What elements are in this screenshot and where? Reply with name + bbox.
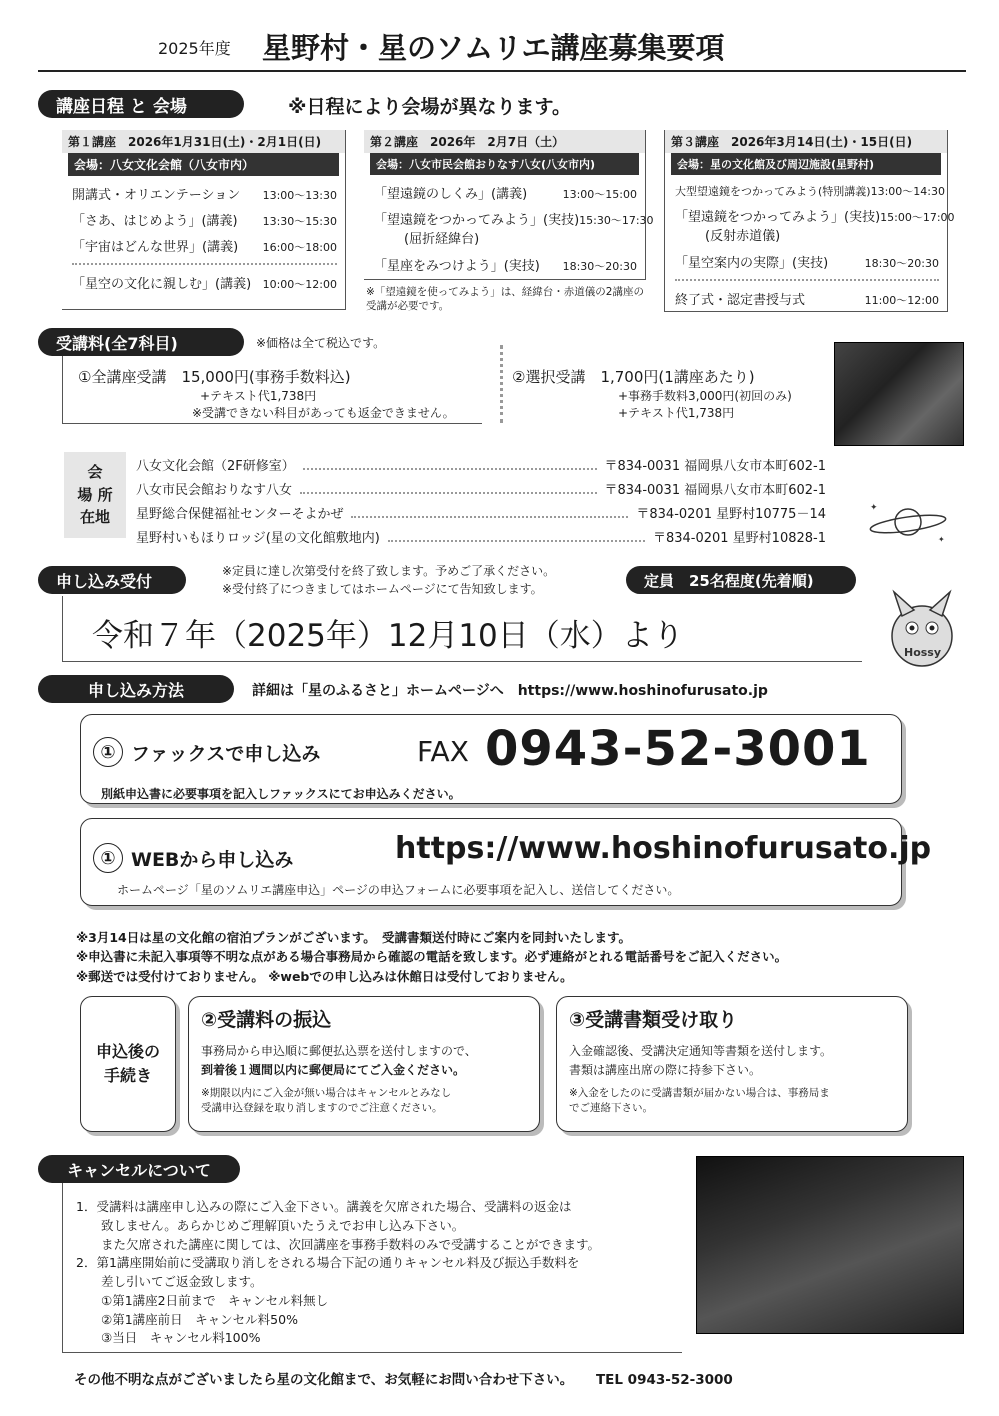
cancel-label: キャンセルについて [38, 1155, 240, 1183]
cancel-line: ①第1講座2日前まで キャンセル料無し [76, 1292, 329, 1308]
fee-full-line: ※受講できない科目があっても返金できません。 [192, 406, 455, 420]
fee-divider [500, 345, 503, 423]
schedule-item: 「星空案内の実際」(実技) 18:30～20:30 [675, 256, 939, 271]
cancel-line: 致しません。あらかじめご理解頂いたうえでお申し込み下さい。 [76, 1217, 465, 1233]
schedule-item: 開講式・オリエンテーション 13:00～13:30 [72, 188, 337, 203]
schedule-item: 「望遠鏡をつかってみよう」(実技) 15:30～17:30 [374, 213, 654, 228]
schedule-item: 「宇宙はどんな世界」(講義) 16:00～18:00 [72, 240, 337, 255]
session-venue: 会場：八女市民会館おりなす八女(八女市内) [370, 153, 639, 175]
step3-note: でご連絡下さい。 [569, 1102, 653, 1115]
step2-title: ②受講料の振込 [201, 1009, 332, 1031]
fee-select-title: ②選択受講 1,700円(1講座あたり) [512, 368, 755, 386]
schedule-item-sub: (反射赤道儀) [705, 229, 781, 244]
fee-select-line: +テキスト代1,738円 [618, 406, 735, 420]
schedule-note: ※日程により会場が異なります。 [288, 96, 571, 118]
schedule-item: 終了式・認定書授与式 11:00～12:00 [675, 293, 939, 308]
fax-desc: 別紙申込書に必要事項を記入しファックスにてお申込みください。 [101, 787, 461, 801]
web-desc: ホームページ「星のソムリエ講座申込」ページの申込フォームに必要事項を記入し、送信してください。 [117, 883, 680, 897]
cancel-line: また欠席された講座に関しては、次回講座を事務手数料のみで受講することができます。 [76, 1236, 601, 1252]
step3-note: ※入金をしたのに受講書類が届かない場合は、事務局ま [569, 1087, 830, 1100]
page-title: 星野村・星のソムリエ講座募集要項 [262, 31, 725, 65]
session-heading: 第１講座 2026年1月31日(土)・2月1日(日) [62, 130, 345, 153]
method-label: 申し込み方法 [38, 675, 234, 703]
venue-row: 星野総合保健福祉センターそよかぜ 〒834-0201 星野村10775－14 [136, 507, 826, 522]
web-title-row [93, 843, 293, 873]
fax-label: FAX [417, 735, 469, 768]
fee-select-line: +事務手数料3,000円(初回のみ) [618, 389, 792, 403]
venue-list [136, 455, 826, 551]
venue-row: 八女市民会館おりなす八女 〒834-0031 福岡県八女市本町602-1 [136, 483, 826, 498]
after-label: 申込後の手続き [95, 1042, 160, 1085]
schedule-item-sub: (屈折経緯台) [404, 232, 480, 247]
fee-full-title: ①全講座受講 15,000円(事務手数料込) [78, 368, 351, 386]
step-number: ① [93, 737, 123, 767]
svg-text:✦: ✦ [938, 535, 945, 544]
fees-label: 受講料(全7科目) [38, 328, 244, 356]
step2-box [188, 996, 540, 1132]
apply-note: ※定員に達し次第受付を終了致します。予めご了承ください。 [222, 564, 556, 578]
apply-notes [222, 562, 555, 598]
fax-box [80, 714, 902, 804]
step2-note: 受講申込登録を取り消しますのでご注意ください。 [201, 1102, 443, 1115]
fax-title-row [93, 737, 320, 767]
apply-note: ※受付終了につきましてはホームページにて告知致します。 [222, 582, 543, 596]
apply-label: 申し込み受付 [38, 566, 186, 594]
step3-line: 書類は講座出席の際に持参下さい。 [569, 1063, 762, 1078]
method-note: ※申込書に未記入事項等不明な点がある場合事務局から確認の電話を致します。必ず連絡がとれる電話番号をご記入ください。 [76, 949, 788, 965]
fee-select [512, 366, 792, 421]
fee-full [78, 366, 455, 421]
cancel-line: 差し引いてご返金致します。 [76, 1274, 263, 1289]
web-title: WEBから申し込み [131, 848, 294, 871]
after-label-box [80, 996, 176, 1132]
svg-text:✦: ✦ [870, 503, 878, 513]
step3-line: 入金確認後、受講決定通知等書類を送付します。 [569, 1044, 833, 1058]
method-detail: 詳細は「星のふるさと」ホームページへ https://www.hoshinofurusato.jp [252, 683, 768, 699]
fax-title: ファックスで申し込み [131, 742, 321, 765]
step2-note: ※期限以内にご入金が無い場合はキャンセルとみなし [201, 1087, 452, 1100]
day-divider [72, 263, 337, 265]
schedule-item: 「さあ、はじめよう」(講義) 13:30～15:30 [72, 214, 337, 229]
footer-text: その他不明な点がございましたら星の文化館まで、お気軽にお問い合わせ下さい。 [74, 1372, 574, 1388]
schedule-label: 講座日程 と 会場 [38, 90, 244, 118]
header-rule [38, 70, 966, 72]
cancel-line: 1．受講料は講座申し込みの際にご入金下さい。講義を欠席された場合、受講料の返金は [76, 1199, 572, 1214]
step3-title: ③受講書類受け取り [569, 1009, 738, 1031]
step-number: ① [93, 843, 123, 873]
header-year: 2025年度 [158, 39, 231, 58]
session-heading: 第３講座 2026年3月14日(土)・15日(日) [665, 130, 947, 153]
telescope-photo [834, 342, 964, 446]
schedule-item: 「望遠鏡のしくみ」(講義) 13:00～15:00 [374, 187, 637, 202]
step3-box [556, 996, 908, 1132]
fees-note: ※価格は全て税込です。 [256, 336, 386, 350]
session-3 [664, 130, 955, 312]
venues-label-box [64, 452, 126, 538]
cancel-text [76, 1198, 600, 1348]
schedule-item: 「星空の文化に親しむ」(講義) 10:00～12:00 [72, 277, 337, 292]
planet-icon [866, 498, 950, 546]
step2-line: 事務局から申込順に郵便払込票を送付しますので、 [201, 1044, 477, 1058]
session-2 [364, 130, 654, 280]
web-box [80, 818, 932, 906]
fee-full-line: +テキスト代1,738円 [200, 389, 317, 403]
footer-tel: TEL 0943-52-3000 [595, 1372, 733, 1388]
footer [74, 1368, 733, 1388]
venue-row: 八女文化会館（2F研修室） 〒834-0031 福岡県八女市本町602-1 [136, 459, 826, 474]
schedule-item: 「星座をみつけよう」(実技) 18:30～20:30 [374, 259, 637, 274]
venue-row: 星野村いもほりロッジ(星の文化館敷地内) 〒834-0201 星野村10828-1 [136, 531, 826, 546]
header [0, 22, 999, 72]
apply-date: 令和７年（2025年）12月10日（水）より [92, 618, 684, 654]
venues-label: 会 場 所在地 [77, 463, 118, 527]
session-heading: 第２講座 2026年 2月7日（土） [364, 130, 645, 153]
svg-text:Hossy: Hossy [904, 646, 942, 659]
method-note: ※3月14日は星の文化館の宿泊プランがございます。 受講書類送付時にご案内を同封いたします。 [76, 930, 631, 945]
method-note: ※郵送では受付けておりません。 ※webでの申し込みは休館日は受付しておりません。 [76, 968, 573, 984]
schedule-item: 大型望遠鏡をつかってみよう(特別講義) 13:00～14:30 [675, 185, 945, 198]
session-footnote: ※「望遠鏡を使ってみよう」は、経緯台・赤道儀の2講座の受講が必要です。 [366, 286, 644, 312]
cancel-line: ③当日 キャンセル料100% [76, 1330, 261, 1346]
cancel-line: 2．第1講座開始前に受講取り消しをされる場合下記の通りキャンセル料及び振込手数料を [76, 1255, 580, 1271]
step2-line: 到着後１週間以内に郵便局にてご入金ください。 [201, 1063, 466, 1078]
web-url[interactable]: https://www.hoshinofurusato.jp [395, 831, 932, 866]
session-venue: 会場：星の文化館及び周辺施設(星野村) [671, 153, 941, 175]
schedule-item: 「望遠鏡をつかってみよう」(実技) 15:00～17:00 [675, 210, 955, 225]
day-divider [675, 279, 939, 281]
capacity-badge: 定員 25名程度(先着順) [626, 566, 856, 594]
hossy-mascot [872, 586, 972, 674]
method-notes [76, 928, 787, 986]
cancel-line: ②第1講座前日 キャンセル料50% [76, 1311, 298, 1327]
fax-number: 0943-52-3001 [485, 721, 871, 777]
session-1 [62, 130, 346, 310]
observation-photo [696, 1156, 964, 1334]
session-venue: 会場：八女文化会館（八女市内） [68, 153, 339, 176]
